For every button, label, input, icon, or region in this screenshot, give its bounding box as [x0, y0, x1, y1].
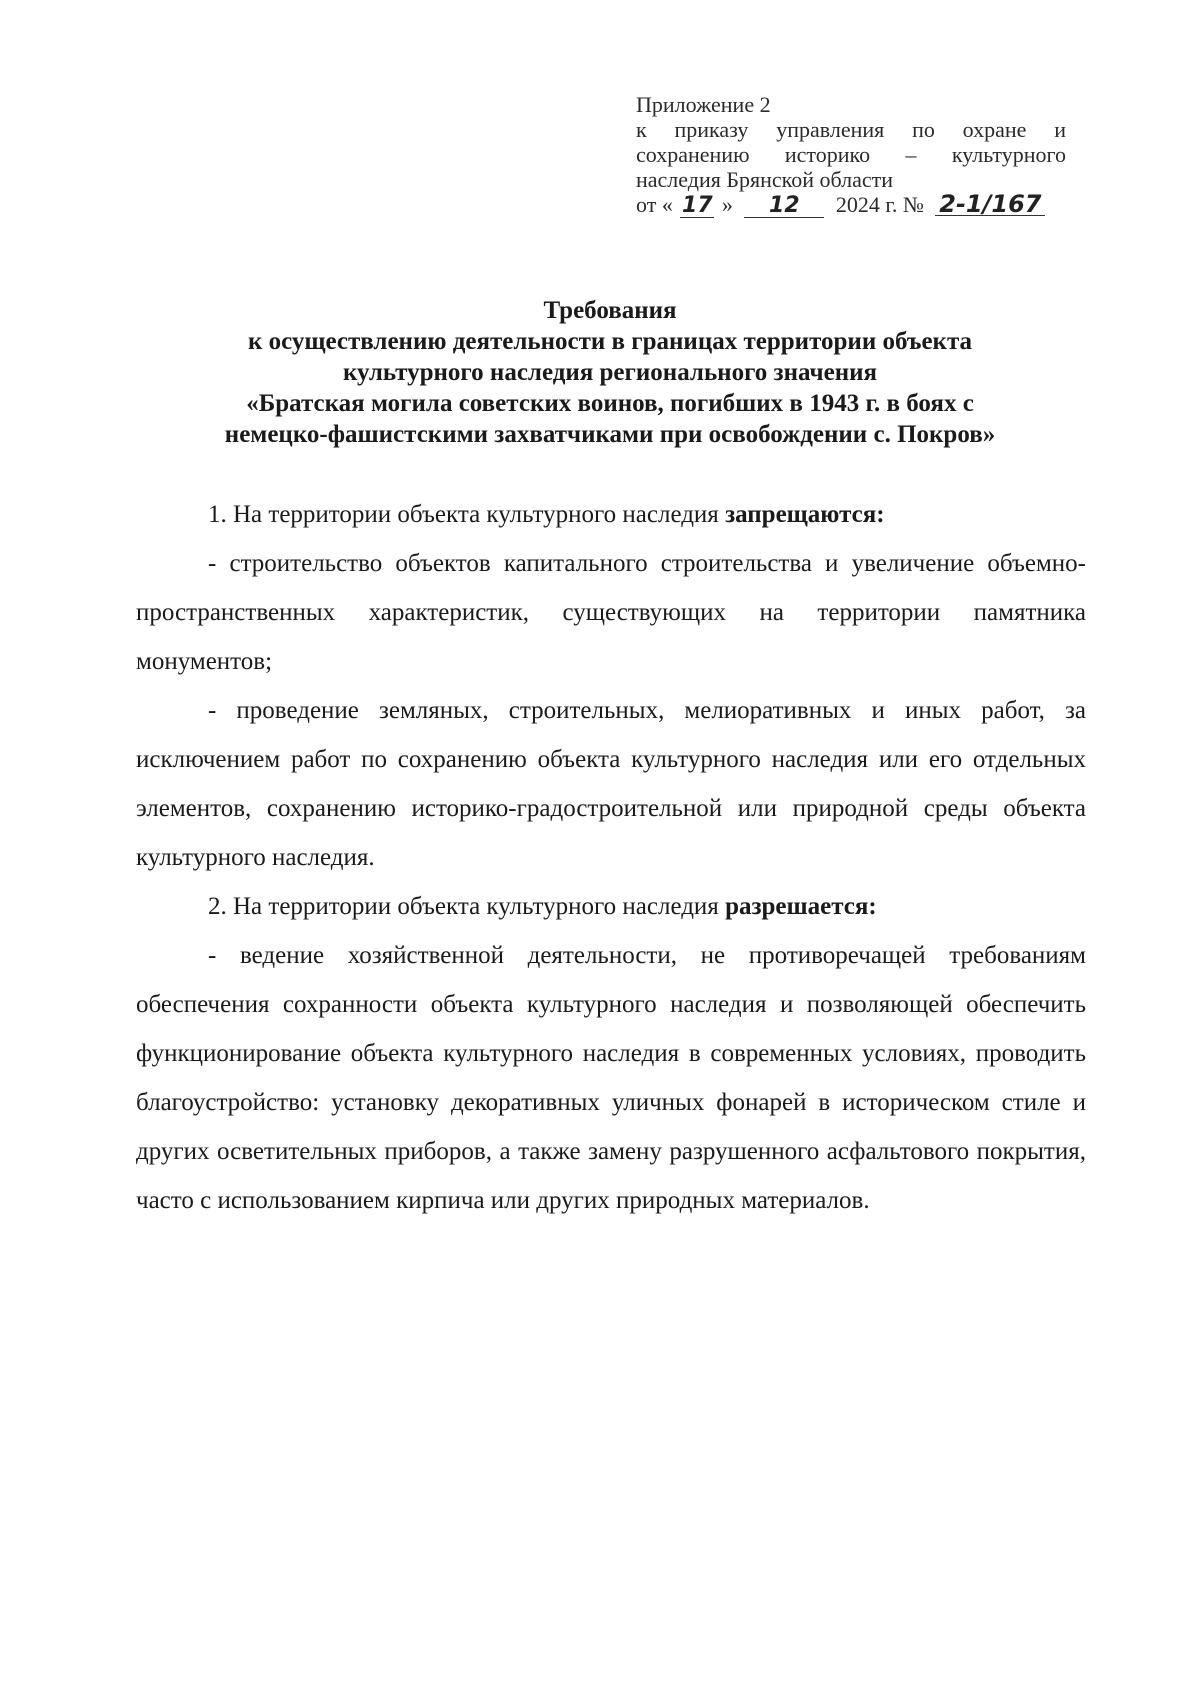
title-line-4: «Братская могила советских воинов, погибших в 1943 г. в боях с [246, 390, 974, 417]
date-mid: » [721, 192, 733, 217]
section-1-intro: 1. На территории объекта культурного наследия [208, 501, 726, 528]
handwritten-day: 17 [682, 193, 713, 218]
handwritten-order-number: 2-1/167 [935, 193, 1045, 216]
section-2-heading [136, 882, 1086, 931]
appendix-number: Приложение 2 [636, 92, 771, 117]
date-prefix: от « [636, 192, 673, 217]
date-year: 2024 г. № [835, 192, 924, 217]
section-1-keyword: запрещаются: [725, 501, 885, 528]
section-1-heading [136, 490, 1086, 539]
title-line-3: культурного наследия регионального значения [342, 359, 878, 386]
appendix-date-line [636, 192, 1066, 218]
section-2-keyword: разрешается: [725, 893, 877, 920]
section-2-intro: 2. На территории объекта культурного наследия [208, 893, 726, 920]
section-1-item-1: - строительство объектов капитального строительства и увеличение объемно-пространственных характеристик, существующих на территории памятника монументов; [136, 550, 1086, 675]
section-1-item-2: - проведение земляных, строительных, мелиоративных и иных работ, за исключением работ по сохранению объекта культурного наследия или его отдельных элементов, сохранению историко-градостроительной или природной среды объекта культурного наследия. [136, 697, 1086, 871]
title-line-1: Требования [543, 297, 677, 324]
title-line-5: немецко-фашистскими захватчиками при освобождении с. Покров» [224, 421, 996, 448]
document-title [130, 295, 1090, 450]
appendix-authority: наследия Брянской области [636, 167, 894, 192]
appendix-header [636, 92, 1066, 218]
appendix-order-ref-cont: сохранению историко – культурного [636, 142, 1066, 167]
appendix-order-ref: к приказу управления по охране и [636, 117, 1066, 142]
section-2-item-1: - ведение хозяйственной деятельности, не противоречащей требованиям обеспечения сохранности объекта культурного наследия и позволяющей обеспечить функционирование объекта культурного наследия в современных условиях, проводить благоустройство: установку декоративных уличных фонарей в историческом стиле и других осветительных приборов, а также замену разрушенного асфальтового покрытия, часто с использованием кирпича или других природных материалов. [136, 942, 1086, 1214]
handwritten-month: 12 [744, 195, 824, 218]
document-body [136, 490, 1086, 1225]
title-line-2: к осуществлению деятельности в границах территории объекта [247, 328, 973, 355]
